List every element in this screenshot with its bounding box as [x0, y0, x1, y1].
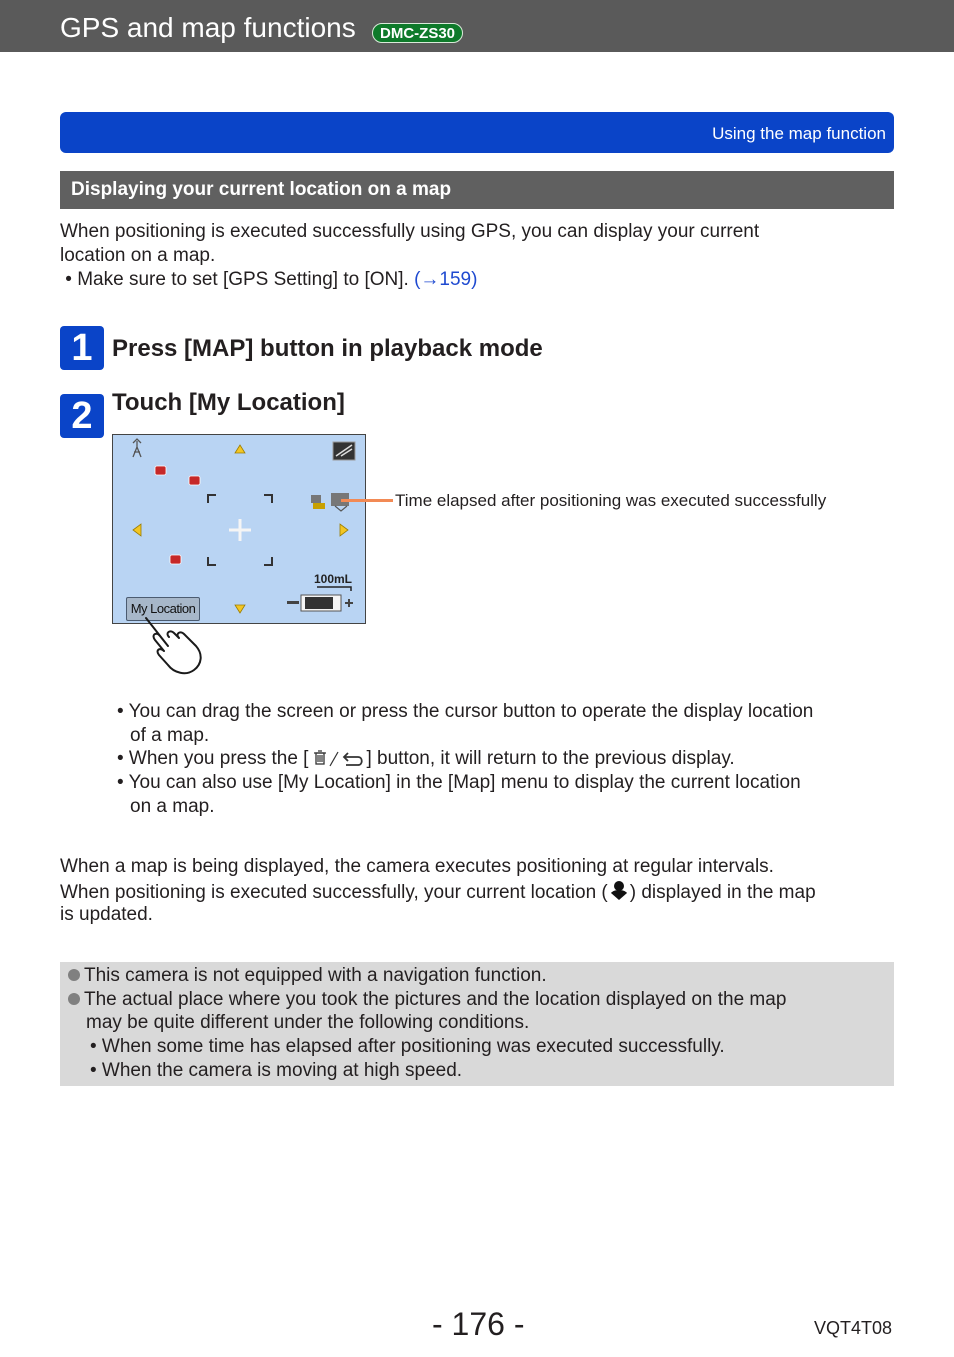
- subheading-text: Displaying your current location on a map: [71, 179, 452, 200]
- cursor-left-icon: [133, 524, 141, 536]
- bullet-return-before: • When you press the [: [117, 748, 309, 769]
- header-title: GPS and map functions: [60, 12, 356, 43]
- bullet-menu: [117, 771, 897, 819]
- document-code: VQT4T08: [814, 1318, 893, 1338]
- body-line-2: [60, 879, 816, 905]
- camera-map-screen: [112, 434, 366, 624]
- intro-bullet: [60, 268, 477, 292]
- bullet-drag-line-2: of a map.: [130, 725, 210, 746]
- callout-leader-line: [341, 499, 393, 502]
- bullet-menu-line-2: on a map.: [130, 796, 215, 817]
- section-label: Using the map function: [712, 124, 886, 143]
- header-bar: [0, 0, 954, 52]
- note-sub-2: • When the camera is moving at high speed.: [90, 1060, 463, 1081]
- note-sub-1: • When some time has elapsed after positioning was executed successfully.: [90, 1036, 725, 1057]
- gps-status-icon: [311, 493, 349, 511]
- cursor-right-icon: [340, 524, 348, 536]
- note-2: [68, 988, 786, 1012]
- body-line-2-before: When positioning is executed successfully, your current location (: [60, 882, 608, 903]
- page-link[interactable]: (→159): [414, 269, 478, 290]
- step-1-text: Press [MAP] button in playback mode: [112, 335, 543, 362]
- step-2-badge: 2: [60, 394, 104, 438]
- callout-text: Time elapsed after positioning was executed successfully: [395, 491, 827, 510]
- crosshair-icon: [229, 519, 251, 541]
- capacity-label: 100mL: [313, 572, 353, 586]
- map-screen-graphic: [113, 435, 366, 624]
- note-1-text: This camera is not equipped with a navigation function.: [84, 965, 547, 986]
- gps-antenna-icon: [133, 439, 141, 457]
- photo-location-marker-icon: [155, 466, 200, 564]
- subheading-bar: [60, 171, 894, 209]
- delete-return-icon: [308, 749, 366, 767]
- capacity-bracket: [317, 587, 351, 591]
- cursor-down-icon: [235, 605, 245, 613]
- note-bullet-icon: [68, 969, 80, 981]
- note-2-line-2: may be quite different under the following conditions.: [86, 1012, 530, 1033]
- bullet-return-after: ] button, it will return to the previous display.: [366, 748, 735, 769]
- body-line-2-after: ) displayed in the map: [629, 882, 816, 903]
- note-bullet-icon: [68, 993, 80, 1005]
- page-number: - 176 -: [432, 1306, 525, 1342]
- section-bar: [60, 112, 894, 153]
- bullet-drag: [117, 700, 897, 748]
- current-location-icon: [608, 879, 630, 901]
- bullet-drag-line-1: • You can drag the screen or press the cursor button to operate the display location: [117, 701, 814, 722]
- model-badge: DMC-ZS30: [372, 23, 463, 43]
- bullet-return: [117, 747, 897, 771]
- zoom-bar-icon: [287, 595, 353, 611]
- intro-line-1: When positioning is executed successfully using GPS, you can display your current: [60, 221, 760, 242]
- cursor-up-icon: [235, 445, 245, 453]
- my-location-label: My Location: [130, 601, 196, 616]
- note-1: [68, 964, 547, 988]
- note-2-line-1: The actual place where you took the pictures and the location displayed on the map: [84, 989, 787, 1010]
- body-line-1: When a map is being displayed, the camera executes positioning at regular intervals.: [60, 856, 774, 877]
- intro-bullet-text: • Make sure to set [GPS Setting] to [ON].: [60, 269, 415, 290]
- step-2-text: Touch [My Location]: [112, 389, 345, 416]
- touch-hand-icon: [138, 616, 208, 680]
- body-line-3: is updated.: [60, 904, 153, 925]
- step-1-badge: 1: [60, 326, 104, 370]
- bullet-menu-line-1: • You can also use [My Location] in the [Map] menu to display the current location: [117, 772, 801, 793]
- intro-line-2: location on a map.: [60, 245, 216, 266]
- map-toggle-icon: [333, 442, 355, 460]
